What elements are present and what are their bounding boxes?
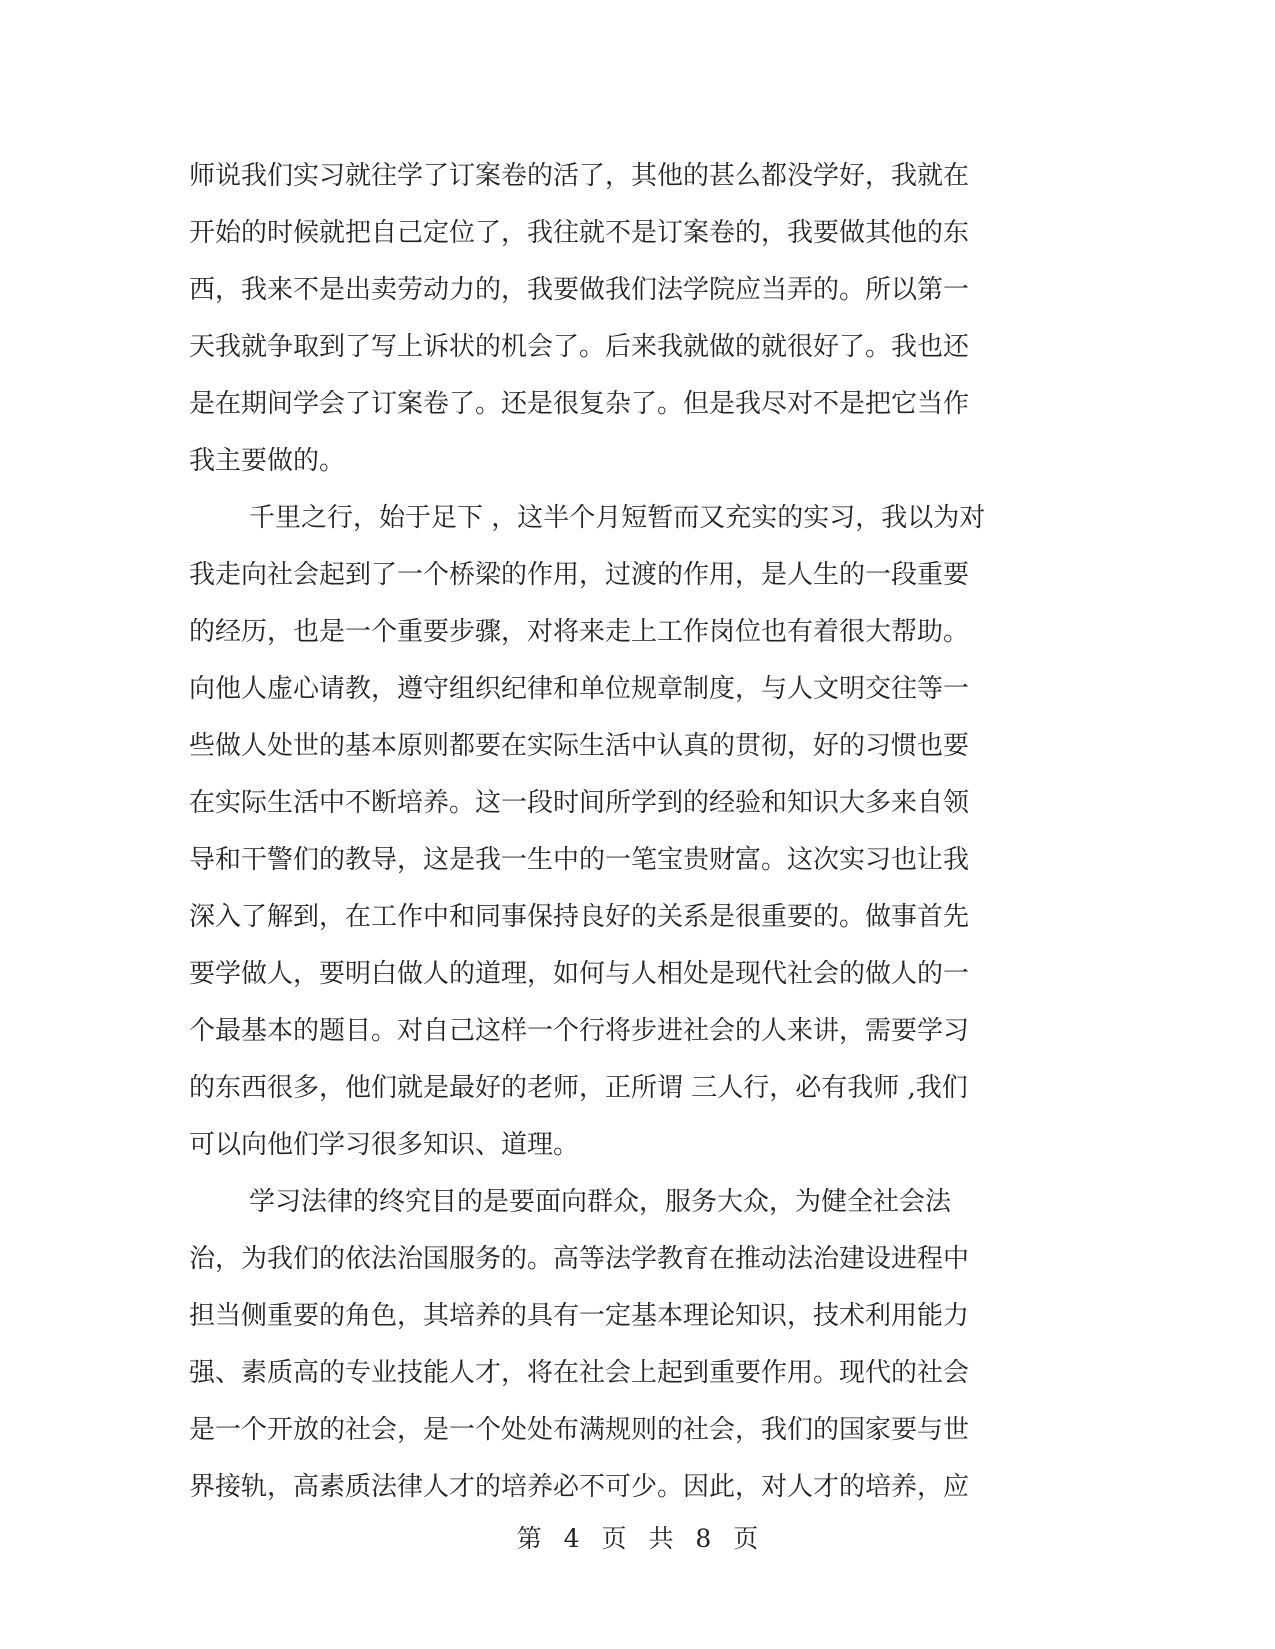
text-line: 可以向他们学习很多知识、道理。 bbox=[189, 1130, 580, 1160]
paragraph-1 bbox=[189, 148, 1079, 490]
text-line: 向他人虚心请教，遵守组织纪律和单位规章制度，与人文明交往等一 bbox=[189, 674, 970, 704]
text-line: 些做人处世的基本原则都要在实际生活中认真的贯彻，好的习惯也要 bbox=[189, 731, 970, 761]
text-line: 学习法律的终究目的是要面向群众，服务大众，为健全社会法 bbox=[249, 1187, 952, 1217]
text-line: 在实际生活中不断培养。这一段时间所学到的经验和知识大多来自领 bbox=[189, 788, 970, 818]
text-line: 天我就争取到了写上诉状的机会了。后来我就做的就很好了。我也还 bbox=[189, 332, 970, 362]
text-line: 深入了解到，在工作中和同事保持良好的关系是很重要的。做事首先 bbox=[189, 902, 970, 932]
text-line: 师说我们实习就往学了订案卷的活了，其他的甚么都没学好，我就在 bbox=[189, 161, 970, 191]
text-line: 治，为我们的依法治国服务的。高等法学教育在推动法治建设进程中 bbox=[189, 1244, 970, 1274]
text-line: 我主要做的。 bbox=[189, 446, 346, 476]
text-line: 我走向社会起到了一个桥梁的作用，过渡的作用，是人生的一段重要 bbox=[189, 560, 970, 590]
paragraph-2 bbox=[189, 490, 1079, 1174]
paragraph-3 bbox=[189, 1174, 1079, 1516]
body-text bbox=[189, 148, 1079, 1516]
text-line: 界接轨，高素质法律人才的培养必不可少。因此，对人才的培养，应 bbox=[189, 1472, 970, 1502]
text-line: 的经历，也是一个重要步骤，对将来走上工作岗位也有着很大帮助。 bbox=[189, 617, 970, 647]
text-line: 导和干警们的教导，这是我一生中的一笔宝贵财富。这次实习也让我 bbox=[189, 845, 970, 875]
text-line: 西，我来不是出卖劳动力的，我要做我们法学院应当弄的。所以第一 bbox=[189, 275, 970, 305]
text-line: 个最基本的题目。对自己这样一个行将步进社会的人来讲，需要学习 bbox=[189, 1016, 970, 1046]
text-line: 要学做人，要明白做人的道理，如何与人相处是现代社会的做人的一 bbox=[189, 959, 970, 989]
text-line: 是在期间学会了订案卷了。还是很复杂了。但是我尽对不是把它当作 bbox=[189, 389, 970, 419]
text-line: 千里之行，始于足下 ，这半个月短暂而又充实的实习，我以为对 bbox=[249, 503, 986, 533]
page-number-footer: 第 4 页 共 8 页 bbox=[516, 1524, 759, 1553]
text-line: 是一个开放的社会，是一个处处布满规则的社会，我们的国家要与世 bbox=[189, 1415, 970, 1445]
text-line: 担当侧重要的角色，其培养的具有一定基本理论知识，技术利用能力 bbox=[189, 1301, 970, 1331]
text-line: 强、素质高的专业技能人才，将在社会上起到重要作用。现代的社会 bbox=[189, 1358, 970, 1388]
text-line: 开始的时候就把自己定位了，我往就不是订案卷的，我要做其他的东 bbox=[189, 218, 970, 248]
text-line: 的东西很多，他们就是最好的老师，正所谓 三人行，必有我师 ,我们 bbox=[189, 1073, 968, 1103]
